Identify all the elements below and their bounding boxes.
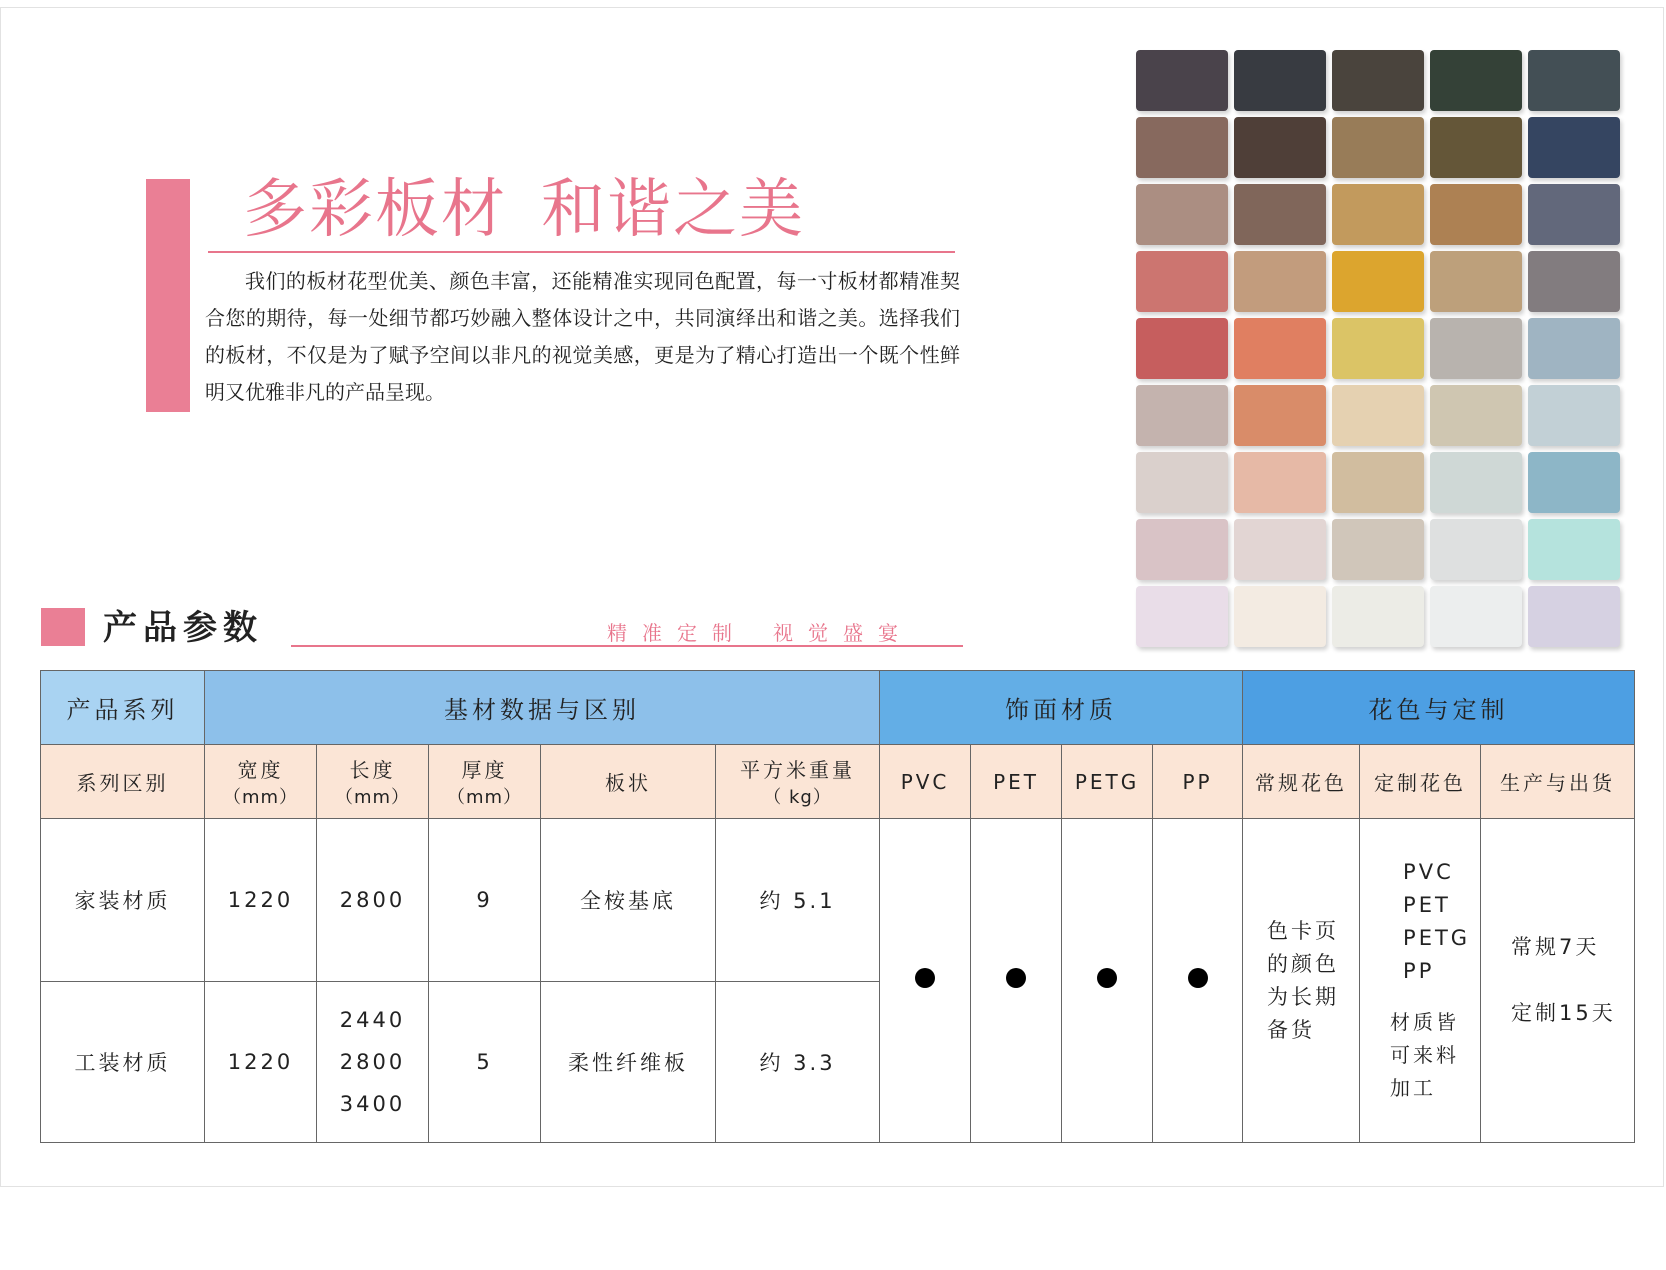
production-custom: 定制15天 [1511, 1001, 1616, 1025]
color-swatch [1430, 117, 1522, 178]
color-swatch [1234, 586, 1326, 647]
custom-note-line: 加工 [1390, 1076, 1437, 1100]
row2-length: 2800 [339, 1050, 406, 1074]
std-color-line: 的颜色 [1267, 951, 1340, 976]
hero-underline [208, 251, 955, 253]
custom-color-cell [1360, 819, 1481, 1143]
weight-unit: （ kg） [763, 787, 832, 808]
std-color-line: 为长期 [1267, 984, 1340, 1009]
color-swatch [1332, 50, 1424, 111]
color-swatch [1528, 318, 1620, 379]
color-swatch [1332, 318, 1424, 379]
header-color-custom: 花色与定制 [1243, 671, 1635, 745]
availability-dot-icon [1006, 968, 1026, 988]
custom-material: PP [1403, 959, 1435, 983]
custom-note-line: 可来料 [1390, 1043, 1460, 1067]
std-color-line: 色卡页 [1267, 918, 1340, 943]
color-swatch [1430, 586, 1522, 647]
subheader-board: 板状 [541, 745, 716, 819]
std-color-cell [1243, 819, 1360, 1143]
hero-title-part2: 和谐之美 [541, 173, 805, 247]
section-accent-square [41, 608, 85, 646]
row2-weight: 约 3.3 [716, 982, 880, 1143]
color-swatch [1234, 184, 1326, 245]
color-swatch [1430, 50, 1522, 111]
color-swatch [1332, 117, 1424, 178]
row1-series: 家装材质 [41, 819, 205, 982]
color-swatch [1332, 385, 1424, 446]
subheader-pp: PP [1153, 745, 1243, 819]
custom-material: PET [1403, 893, 1451, 917]
color-swatch [1528, 385, 1620, 446]
color-swatch [1430, 452, 1522, 513]
color-swatch [1430, 519, 1522, 580]
hero-accent-bar [146, 179, 190, 412]
row2-lengths [317, 982, 429, 1143]
color-swatch [1136, 251, 1228, 312]
subheader-petg: PETG [1062, 745, 1153, 819]
width-label: 宽度 [237, 758, 284, 782]
color-swatch [1528, 519, 1620, 580]
color-swatch [1430, 385, 1522, 446]
subheader-pvc: PVC [880, 745, 971, 819]
weight-label: 平方米重量 [740, 758, 856, 782]
row1-width: 1220 [205, 819, 317, 982]
subheader-length [317, 745, 429, 819]
color-swatch [1528, 117, 1620, 178]
width-unit: （mm） [222, 787, 299, 808]
custom-material: PETG [1403, 926, 1471, 950]
color-swatch [1332, 586, 1424, 647]
table-row [41, 819, 1635, 982]
color-swatch [1332, 519, 1424, 580]
color-swatch [1234, 251, 1326, 312]
color-swatch [1234, 452, 1326, 513]
pet-available [971, 819, 1062, 1143]
row1-length: 2800 [317, 819, 429, 982]
product-spec-table [40, 670, 1635, 1143]
subheader-width [205, 745, 317, 819]
row1-thickness: 9 [429, 819, 541, 982]
subheader-weight [716, 745, 880, 819]
color-swatch [1234, 318, 1326, 379]
color-swatch [1332, 251, 1424, 312]
section-slogan [607, 618, 913, 648]
row2-length: 3400 [339, 1092, 406, 1116]
length-unit: （mm） [334, 787, 411, 808]
subheader-std-color: 常规花色 [1243, 745, 1360, 819]
color-swatch-grid [1136, 50, 1626, 648]
section-underline [291, 645, 963, 647]
color-swatch [1234, 117, 1326, 178]
color-swatch [1430, 251, 1522, 312]
color-swatch [1332, 184, 1424, 245]
row2-board: 柔性纤维板 [541, 982, 716, 1143]
color-swatch [1528, 586, 1620, 647]
color-swatch [1136, 519, 1228, 580]
color-swatch [1528, 251, 1620, 312]
row2-thickness: 5 [429, 982, 541, 1143]
row2-width: 1220 [205, 982, 317, 1143]
color-swatch [1136, 318, 1228, 379]
color-swatch [1136, 452, 1228, 513]
hero-title [243, 170, 805, 250]
length-label: 长度 [349, 758, 396, 782]
color-swatch [1430, 184, 1522, 245]
slogan-part2: 视觉盛宴 [773, 621, 913, 645]
thickness-label: 厚度 [461, 758, 508, 782]
availability-dot-icon [915, 968, 935, 988]
custom-material: PVC [1403, 860, 1454, 884]
color-swatch [1234, 385, 1326, 446]
color-swatch [1528, 50, 1620, 111]
color-swatch [1528, 452, 1620, 513]
subheader-custom-color: 定制花色 [1360, 745, 1481, 819]
subheader-thickness [429, 745, 541, 819]
production-regular: 常规7天 [1511, 935, 1600, 959]
color-swatch [1136, 50, 1228, 111]
row2-series: 工装材质 [41, 982, 205, 1143]
header-base-data: 基材数据与区别 [205, 671, 880, 745]
color-swatch [1234, 50, 1326, 111]
color-swatch [1234, 519, 1326, 580]
availability-dot-icon [1097, 968, 1117, 988]
color-swatch [1136, 385, 1228, 446]
row2-length: 2440 [339, 1008, 406, 1032]
color-swatch [1430, 318, 1522, 379]
availability-dot-icon [1188, 968, 1208, 988]
std-color-line: 备货 [1267, 1017, 1316, 1042]
color-swatch [1136, 117, 1228, 178]
hero-description: 我们的板材花型优美、颜色丰富，还能精准实现同色配置，每一寸板材都精准契合您的期待，每一处细节都巧妙融入整体设计之中，共同演绎出和谐之美。选择我们的板材，不仅是为了赋予空间以非凡的视觉美感，更是为了精心打造出一个既个性鲜明又优雅非凡的产品呈现。 [205, 269, 960, 404]
pvc-available [880, 819, 971, 1143]
header-series: 产品系列 [41, 671, 205, 745]
section-title: 产品参数 [103, 608, 263, 648]
subheader-series-diff: 系列区别 [41, 745, 205, 819]
petg-available [1062, 819, 1153, 1143]
row1-weight: 约 5.1 [716, 819, 880, 982]
subheader-pet: PET [971, 745, 1062, 819]
thickness-unit: （mm） [446, 787, 523, 808]
color-swatch [1136, 586, 1228, 647]
slogan-part1: 精准定制 [607, 621, 747, 645]
header-surface: 饰面材质 [880, 671, 1243, 745]
color-swatch [1332, 452, 1424, 513]
subheader-production: 生产与出货 [1481, 745, 1635, 819]
row1-board: 全桉基底 [541, 819, 716, 982]
pp-available [1153, 819, 1243, 1143]
hero-title-part1: 多彩板材 [243, 173, 507, 247]
production-cell [1481, 819, 1635, 1143]
color-swatch [1528, 184, 1620, 245]
color-swatch [1136, 184, 1228, 245]
custom-note-line: 材质皆 [1390, 1010, 1460, 1034]
